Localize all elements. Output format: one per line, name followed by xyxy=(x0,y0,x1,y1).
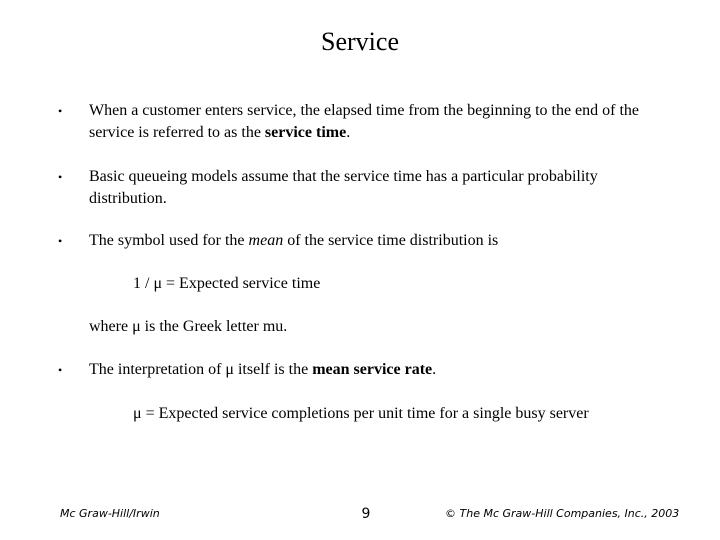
footer-copyright: © The Mc Graw-Hill Companies, Inc., 2003 xyxy=(445,507,680,520)
bold-term-mean-service-rate: mean service rate xyxy=(312,361,433,378)
bullet-item xyxy=(58,166,678,210)
formula-expected-service-time: 1 / μ = Expected service time xyxy=(133,275,321,292)
formula-service-completions: μ = Expected service completions per unit time for a single busy server xyxy=(133,405,589,422)
bullet-text: The symbol used for the mean of the service time distribution is xyxy=(89,232,499,249)
bullet-marker: • xyxy=(58,363,63,377)
bullet-item xyxy=(58,230,678,252)
slide-title: Service xyxy=(321,27,399,56)
footer-publisher: Mc Graw-Hill/Irwin xyxy=(60,507,160,520)
bold-term-service-time: service time xyxy=(264,124,347,141)
bullet-marker: • xyxy=(58,104,63,118)
bullet-marker: • xyxy=(58,170,63,184)
bullet-text: Basic queueing models assume that the service time has a particular probability distribution. xyxy=(89,168,598,207)
italic-term-mean: mean xyxy=(248,232,284,249)
page-number: 9 xyxy=(361,506,371,522)
bullet-item xyxy=(58,100,678,144)
bullet-text: The interpretation of μ itself is the mean service rate. xyxy=(89,361,437,378)
note-greek-mu: where μ is the Greek letter mu. xyxy=(89,318,288,335)
bullet-marker: • xyxy=(58,234,63,248)
bullet-item xyxy=(58,359,678,381)
bullet-text: When a customer enters service, the elapsed time from the beginning to the end of the service is referred to as the service time. xyxy=(89,102,640,141)
